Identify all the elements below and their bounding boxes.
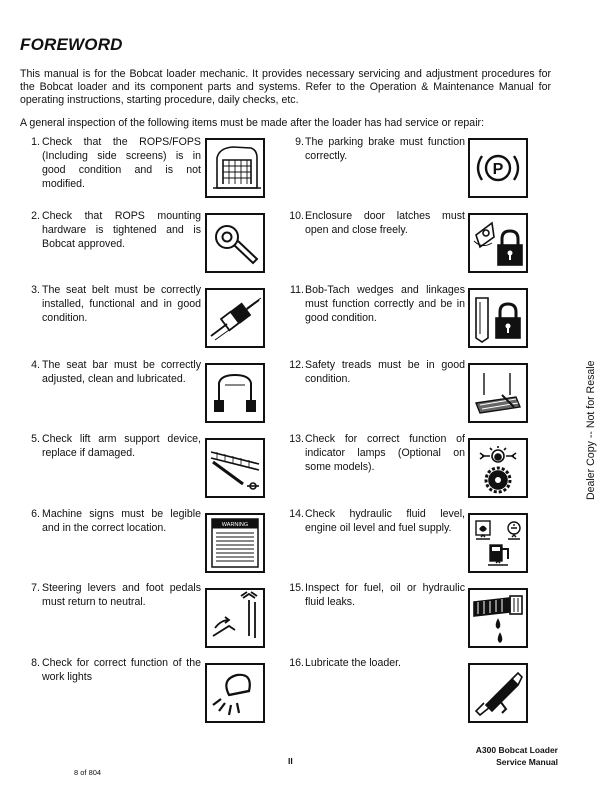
grease-gun-icon [468,663,528,723]
item-text: Bob-Tach wedges and linkages must function correctly and be in good condition. [305,284,465,324]
item-number: 13. [289,433,304,445]
wrench-icon [205,213,265,273]
parking-brake-icon [468,138,528,198]
indicator-lamps-icon [468,438,528,498]
page-number: II [288,756,293,766]
fluid-leak-icon [468,588,528,648]
lift-arm-support-icon [205,438,265,498]
page-count: 8 of 804 [74,768,102,777]
svg-text:P: P [492,161,504,178]
cab-rops-icon [205,138,265,198]
item-text: Check that the ROPS/FOPS (Including side screens) is in good condition and is not modified. [42,136,201,190]
item-text: Check for correct function of the work lights [42,657,201,683]
item-text: Check lift arm support device, replace if damaged. [42,433,201,459]
item-text: Check hydraulic fluid level, engine oil level and fuel supply. [305,508,465,534]
intro-paragraph: This manual is for the Bobcat loader mechanic. It provides necessary servicing and adjustment procedures for the Bobcat loader and its component parts and systems. Refer to the Operation & Maintenance Manual for operating instructions, starting procedure, daily checks, etc. [20,68,551,106]
item-number: 1. [31,136,40,148]
fluid-levels-icon [468,513,528,573]
item-text: The parking brake must function correctly. [305,136,465,162]
item-number: 3. [31,284,40,296]
item-number: 8. [31,657,40,669]
item-text: Safety treads must be in good condition. [305,359,465,385]
item-text: The seat belt must be correctly installed, functional and in good condition. [42,284,201,324]
safety-tread-icon [468,363,528,423]
warning-sign-label: WARNING [221,522,249,528]
door-latch-lock-icon [468,213,528,273]
item-text: Inspect for fuel, oil or hydraulic fluid leaks. [305,582,465,608]
item-number: 15. [289,582,304,594]
inspection-lead: A general inspection of the following items must be made after the loader has had service or repair: [20,117,485,129]
item-text: Lubricate the loader. [305,657,402,669]
work-light-icon [205,663,265,723]
item-number: 10. [289,210,304,222]
steering-levers-icon [205,588,265,648]
manual-name [420,744,558,768]
item-text: The seat bar must be correctly adjusted, clean and lubricated. [42,359,201,385]
manual-subtitle: Service Manual [496,757,558,767]
item-text: Machine signs must be legible and in the correct location. [42,508,201,534]
item-number: 16. [289,657,304,669]
seat-bar-icon [205,363,265,423]
dealer-copy-watermark: Dealer Copy -- Not for Resale [585,360,597,500]
item-number: 2. [31,210,40,222]
item-number: 5. [31,433,40,445]
item-number: 12. [289,359,304,371]
item-number: 4. [31,359,40,371]
item-number: 9. [295,136,304,148]
warning-sign-icon [205,513,265,573]
page-title: FOREWORD [20,35,123,54]
item-number: 7. [31,582,40,594]
item-number: 11. [290,284,304,296]
item-text: Enclosure door latches must open and close freely. [305,210,465,236]
item-text: Check for correct function of indicator lamps (Optional on some models). [305,433,465,473]
item-text: Check that ROPS mounting hardware is tightened and is Bobcat approved. [42,210,201,250]
manual-title: A300 Bobcat Loader [475,745,558,755]
bobtach-lock-icon [468,288,528,348]
item-number: 14. [289,508,304,520]
seat-belt-icon [205,288,265,348]
item-text: Steering levers and foot pedals must return to neutral. [42,582,201,608]
item-number: 6. [31,508,40,520]
